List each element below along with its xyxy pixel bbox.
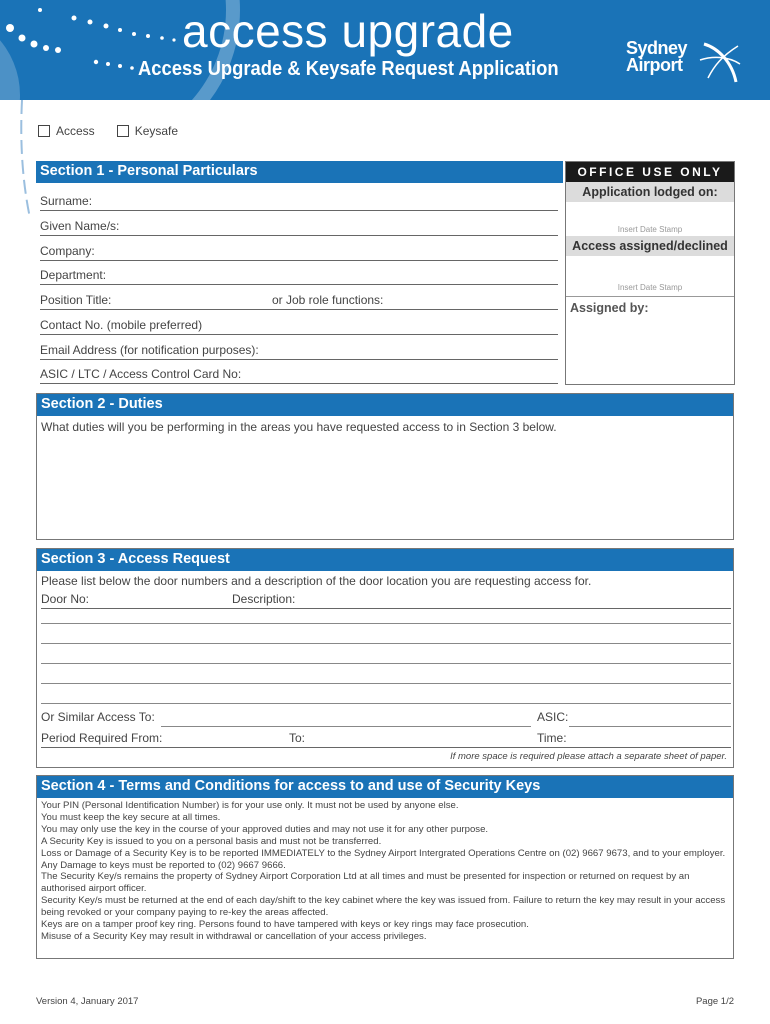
logo-line-1: Sydney bbox=[626, 38, 688, 58]
similar-access-input[interactable] bbox=[161, 726, 531, 727]
access-checkbox[interactable] bbox=[38, 124, 95, 138]
email-field[interactable]: Email Address (for notification purposes): bbox=[40, 342, 558, 360]
request-type-options bbox=[38, 124, 178, 138]
access-card-number-field[interactable]: ASIC / LTC / Access Control Card No: bbox=[40, 366, 558, 384]
terms-line: Loss or Damage of a Security Key is to be reported IMMEDIATELY to the Sydney Airport Intergrated Operations Centre on (02) 9667 9673, and to your employer. bbox=[41, 847, 726, 859]
similar-access-label: Or Similar Access To: bbox=[41, 710, 155, 724]
door-no-label: Door No: bbox=[41, 592, 90, 606]
section-2-duties bbox=[36, 393, 734, 540]
department-field[interactable]: Department: bbox=[40, 267, 558, 285]
terms-line: Keys are on a tamper proof key ring. Persons found to have tampered with keys or key rings may face prosecution. bbox=[41, 919, 529, 931]
position-title-field[interactable] bbox=[40, 292, 558, 310]
duties-text-area[interactable] bbox=[37, 438, 733, 538]
application-lodged-label: Application lodged on: bbox=[566, 182, 734, 202]
section-4-terms bbox=[36, 775, 734, 959]
terms-line: Any Damage to keys must be reported to (02) 9667 9666. bbox=[41, 859, 286, 871]
section-2-heading: Section 2 - Duties bbox=[37, 394, 733, 416]
similar-access-row bbox=[41, 709, 731, 727]
terms-line: Your PIN (Personal Identification Number) is for your use only. It must not be used by anyone else. bbox=[41, 800, 459, 811]
door-entry-line-2[interactable] bbox=[41, 643, 731, 644]
given-names-field[interactable]: Given Name/s: bbox=[40, 218, 558, 236]
terms-line: You must keep the key secure at all times. bbox=[41, 811, 221, 823]
contact-number-field[interactable]: Contact No. (mobile preferred) bbox=[40, 317, 558, 335]
date-stamp-placeholder-2: Insert Date Stamp bbox=[617, 283, 683, 292]
asic-label: ASIC: bbox=[537, 710, 569, 724]
section-1-personal-particulars bbox=[36, 161, 563, 385]
sydney-airport-logo bbox=[626, 40, 687, 74]
keysafe-checkbox-box[interactable] bbox=[117, 125, 129, 137]
header-banner bbox=[0, 0, 770, 100]
company-field[interactable]: Company: bbox=[40, 243, 558, 261]
description-label: Description: bbox=[232, 592, 296, 606]
terms-line: A Security Key is issued to you on a personal basis and must not be transferred. bbox=[41, 835, 382, 847]
office-use-box bbox=[565, 161, 735, 385]
terms-line: The Security Key/s remains the property of Sydney Airport Corporation Ltd at all times and must be presented for inspection or returned on request by an authorised airport officer. bbox=[41, 871, 690, 895]
terms-line: You may only use the key in the course of your approved duties and may not use it for any other purpose. bbox=[41, 823, 489, 835]
keysafe-checkbox[interactable] bbox=[117, 124, 178, 138]
version-text: Version 4, January 2017 bbox=[36, 996, 139, 1007]
access-assigned-declined-label: Access assigned/declined bbox=[566, 236, 734, 256]
section-3-heading: Section 3 - Access Request bbox=[37, 549, 733, 571]
access-request-instruction: Please list below the door numbers and a description of the door location you are requesting access for. bbox=[41, 574, 592, 588]
terms-list bbox=[37, 798, 733, 945]
section-1-heading: Section 1 - Personal Particulars bbox=[36, 161, 563, 183]
duties-question: What duties will you be performing in the areas you have requested access to in Section 3 below. bbox=[41, 420, 557, 434]
form-subtitle: Access Upgrade & Keysafe Request Application bbox=[138, 58, 559, 80]
section-3-access-request bbox=[36, 548, 734, 768]
page-number: Page 1/2 bbox=[695, 996, 734, 1007]
keysafe-checkbox-label: Keysafe bbox=[134, 124, 179, 138]
assigned-by-label: Assigned by: bbox=[566, 296, 734, 315]
logo-line-2: Airport bbox=[626, 55, 683, 75]
period-from-label: Period Required From: bbox=[41, 731, 163, 745]
access-checkbox-box[interactable] bbox=[38, 125, 50, 137]
dotted-trail-graphic bbox=[0, 0, 200, 100]
period-row[interactable] bbox=[41, 730, 731, 748]
section-4-heading: Section 4 - Terms and Conditions for access to and use of Security Keys bbox=[37, 776, 733, 798]
door-entry-line-3[interactable] bbox=[41, 663, 731, 664]
door-header-row bbox=[41, 591, 731, 609]
time-label: Time: bbox=[537, 731, 567, 745]
form-title: access upgrade bbox=[182, 5, 514, 57]
surname-field[interactable]: Surname: bbox=[40, 193, 558, 211]
logo-swirl-icon bbox=[698, 38, 742, 86]
period-to-label: To: bbox=[289, 731, 306, 745]
terms-line: Misuse of a Security Key may result in withdrawal or cancellation of your access privileges. bbox=[41, 930, 427, 942]
access-checkbox-label: Access bbox=[56, 124, 95, 138]
date-stamp-placeholder-1: Insert Date Stamp bbox=[617, 225, 683, 234]
position-title-label: Position Title: bbox=[40, 293, 112, 307]
job-role-label: or Job role functions: bbox=[272, 293, 384, 307]
left-arc-decoration bbox=[0, 100, 40, 220]
door-entry-line-1[interactable] bbox=[41, 623, 731, 624]
door-entry-line-5[interactable] bbox=[41, 703, 731, 704]
office-use-heading: OFFICE USE ONLY bbox=[566, 162, 734, 182]
asic-input[interactable] bbox=[569, 726, 731, 727]
extra-space-note: If more space is required please attach a separate sheet of paper. bbox=[450, 751, 727, 762]
terms-line: Security Key/s must be returned at the end of each day/shift to the key cabinet where the key was issued from. Failure to return the key may result in your access being revoked or your company paying to re-key the areas affected. bbox=[41, 895, 726, 919]
door-entry-line-4[interactable] bbox=[41, 683, 731, 684]
